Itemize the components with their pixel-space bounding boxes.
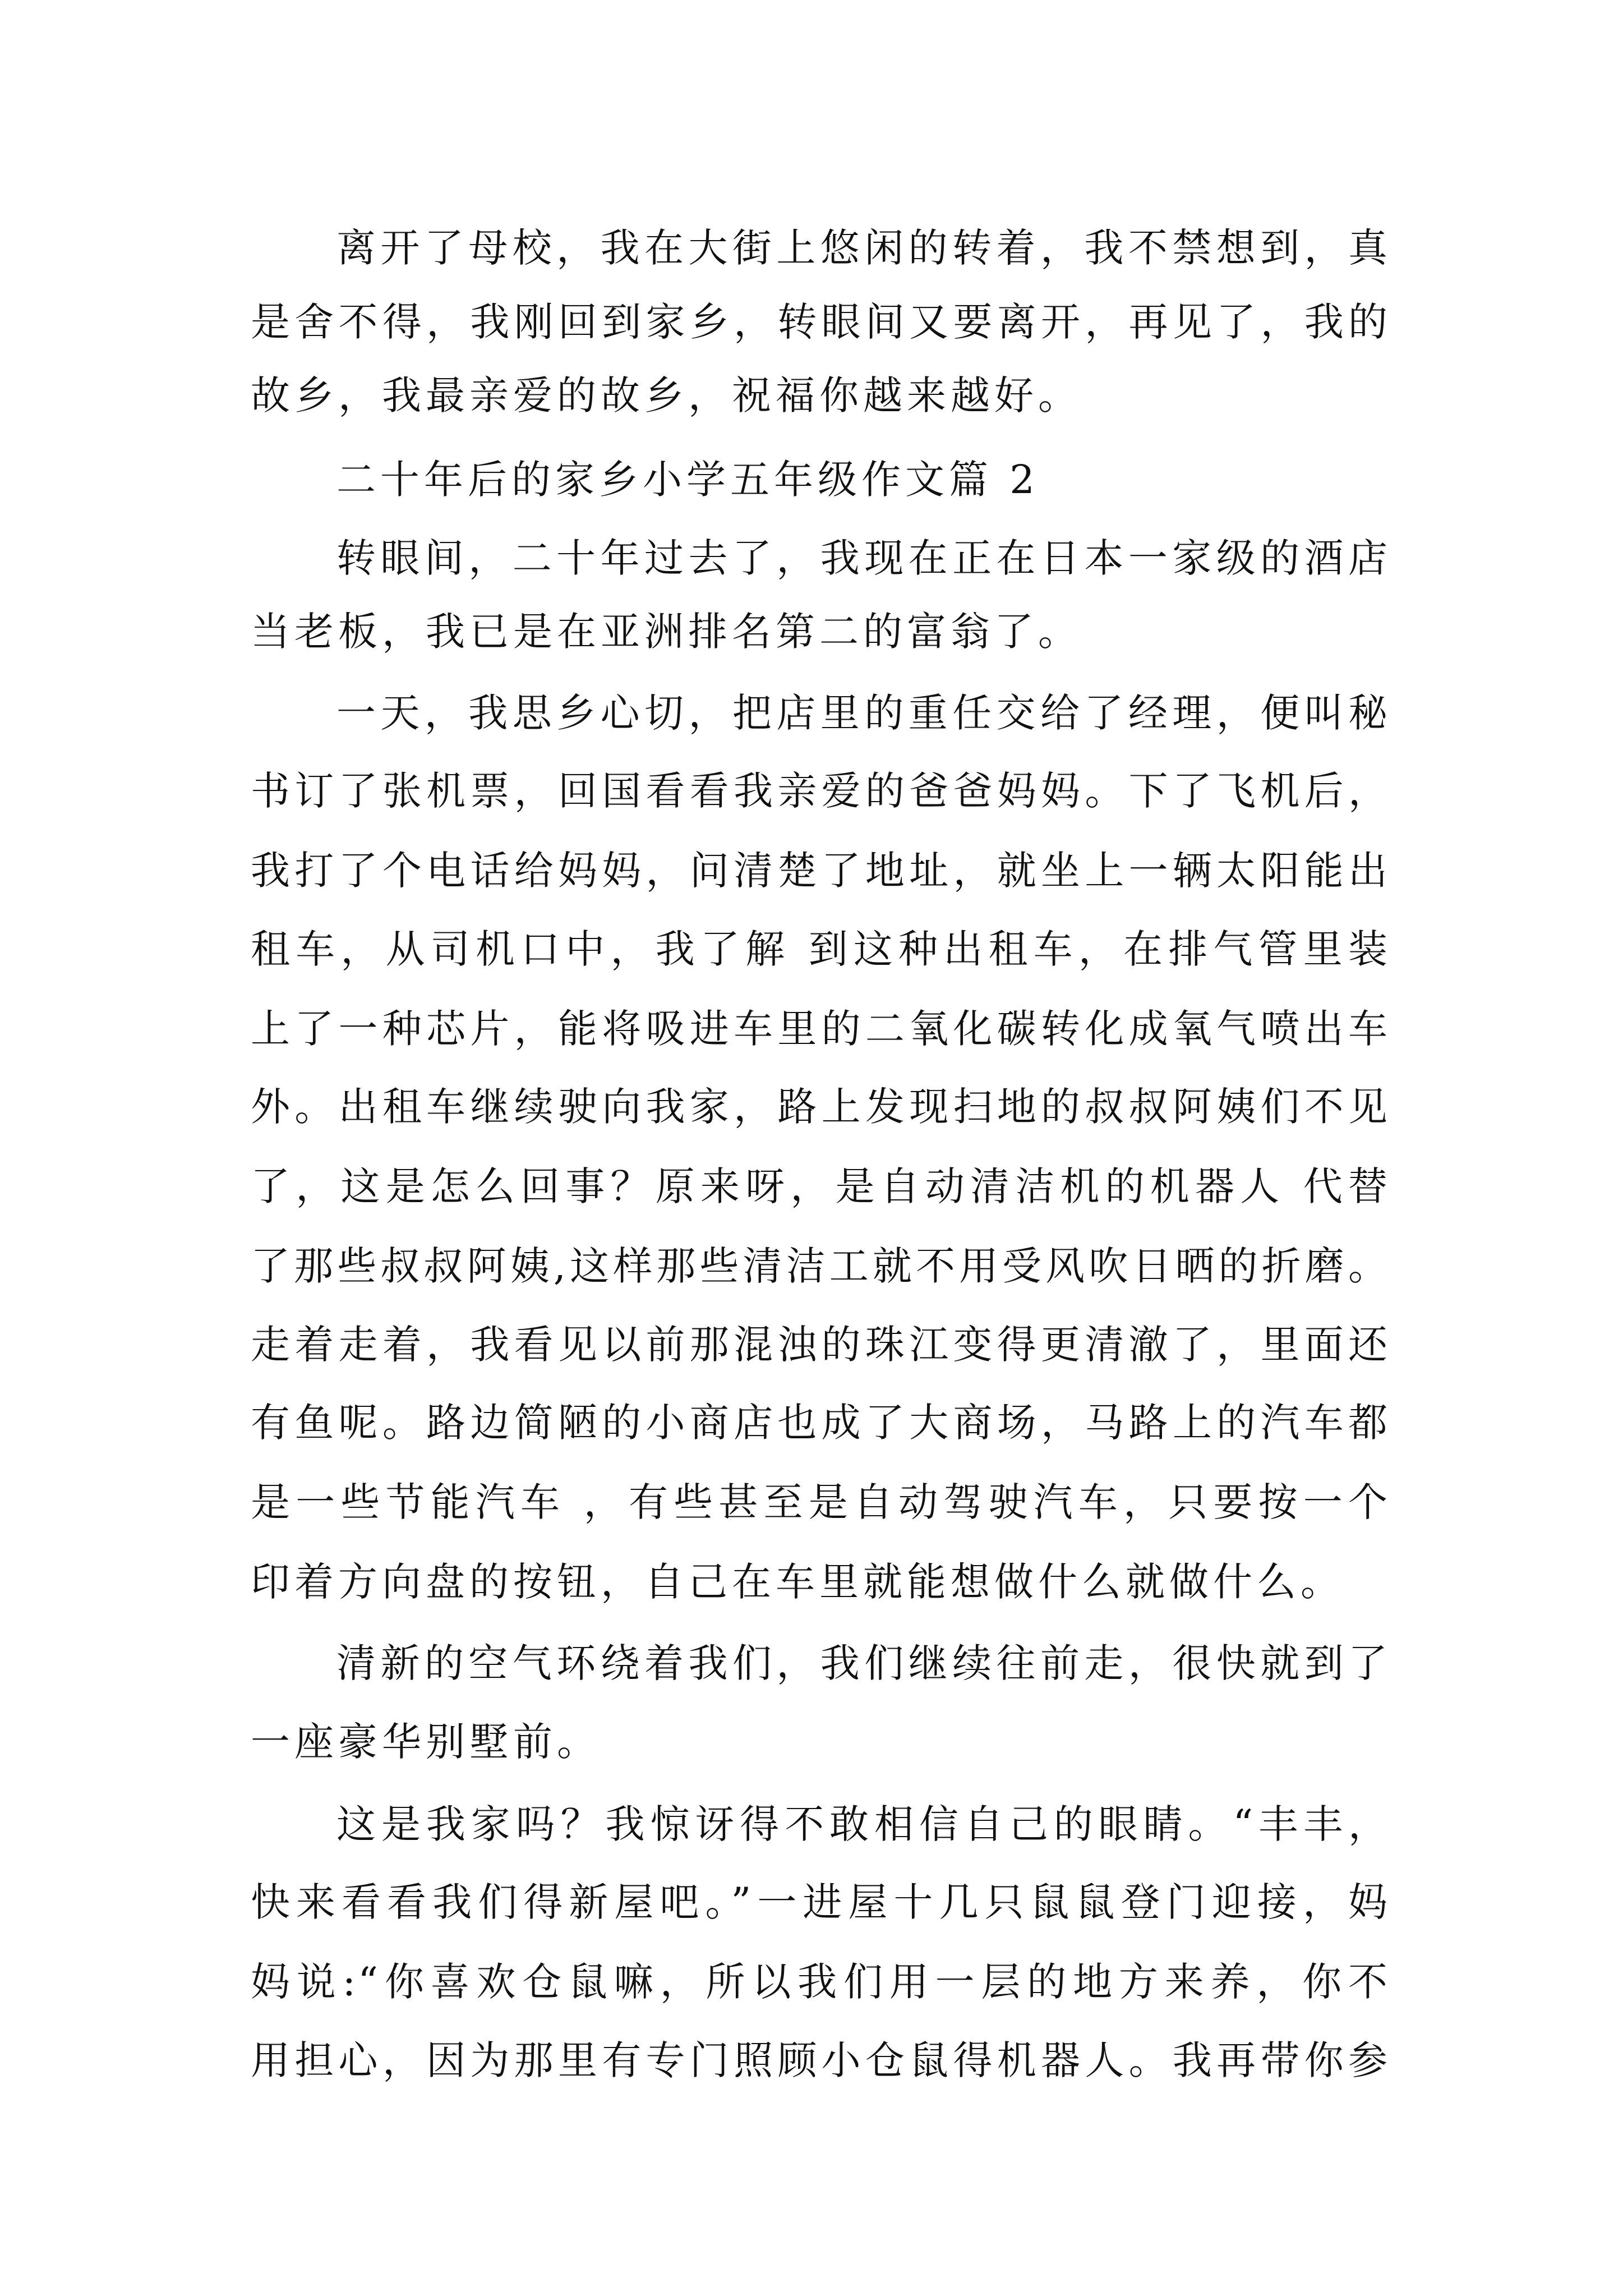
text-line: 一座豪华别墅前。 bbox=[251, 1719, 601, 1765]
text-line: 一天，我思乡心切，把店里的重任交给了经理，便叫秘 bbox=[336, 690, 1390, 736]
text-line: 是舍不得，我刚回到家乡，转眼间又要离开，再见了，我的 bbox=[251, 299, 1390, 345]
section-heading: 二十年后的家乡小学五年级作文篇 2 bbox=[336, 457, 1039, 503]
text-line: 走着走着，我看见以前那混浊的珠江变得更清澈了，里面还 bbox=[251, 1322, 1390, 1368]
text-line: 有鱼呢。路边简陋的小商店也成了大商场，马路上的汽车都 bbox=[251, 1400, 1390, 1446]
text-line: 转眼间，二十年过去了，我现在正在日本一家级的酒店 bbox=[336, 535, 1390, 581]
text-line: 清新的空气环绕着我们，我们继续往前走，很快就到了 bbox=[336, 1640, 1390, 1686]
text-line: 快来看看我们得新屋吧。”一进屋十几只鼠鼠登门迎接，妈 bbox=[251, 1879, 1390, 1925]
text-line: 我打了个电话给妈妈，问清楚了地址，就坐上一辆太阳能出 bbox=[251, 848, 1390, 894]
text-line: 印着方向盘的按钮，自己在车里就能想做什么就做什么。 bbox=[251, 1559, 1344, 1605]
text-line: 了，这是怎么回事？原来呀，是自动清洁机的机器人 代替 bbox=[251, 1163, 1390, 1209]
text-line: 外。出租车继续驶向我家，路上发现扫地的叔叔阿姨们不见 bbox=[251, 1084, 1390, 1130]
text-line: 这是我家吗？我惊讶得不敢相信自己的眼睛。“丰丰， bbox=[336, 1801, 1390, 1847]
text-line: 离开了母校，我在大街上悠闲的转着，我不禁想到，真 bbox=[336, 225, 1390, 271]
text-line: 书订了张机票，回国看看我亲爱的爸爸妈妈。下了飞机后， bbox=[251, 768, 1390, 814]
text-line: 故乡，我最亲爱的故乡，祝福你越来越好。 bbox=[251, 372, 1082, 418]
text-line: 妈说:“你喜欢仓鼠嘛，所以我们用一层的地方来养，你不 bbox=[251, 1959, 1390, 2005]
text-line: 是一些节能汽车 ，有些甚至是自动驾驶汽车，只要按一个 bbox=[251, 1479, 1390, 1525]
text-line: 上了一种芯片，能将吸进车里的二氧化碳转化成氧气喷出车 bbox=[251, 1006, 1390, 1052]
text-line: 租车，从司机口中，我了解 到这种出租车，在排气管里装 bbox=[251, 926, 1390, 972]
text-line: 了那些叔叔阿姨,这样那些清洁工就不用受风吹日晒的折磨。 bbox=[251, 1243, 1390, 1289]
text-line: 当老板，我已是在亚洲排名第二的富翁了。 bbox=[251, 609, 1082, 655]
text-line: 用担心，因为那里有专门照顾小仓鼠得机器人。我再带你参 bbox=[251, 2037, 1390, 2083]
